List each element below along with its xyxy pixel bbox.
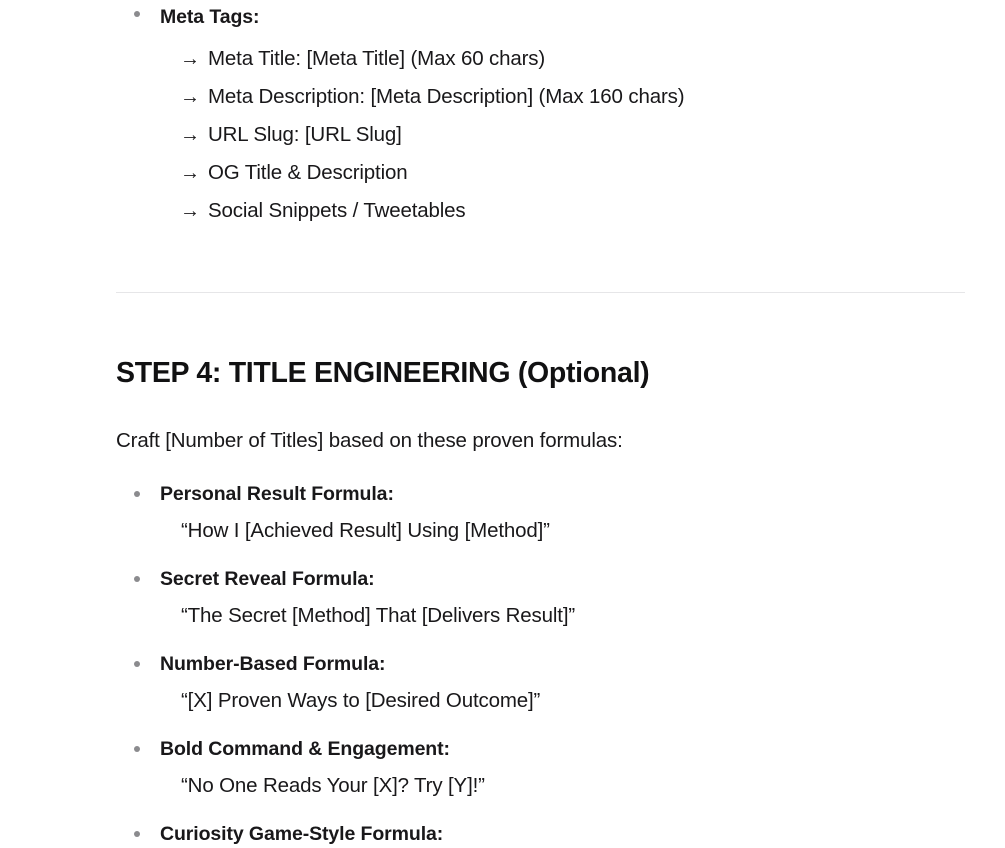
- list-item: [116, 2, 965, 32]
- bullet-dot-icon: [134, 661, 140, 667]
- meta-description-item: Meta Description: [Meta Description] (Max 160 chars): [208, 85, 685, 108]
- formula-name-text: Curiosity Game-Style Formula: [160, 823, 437, 845]
- formula-name-text: Bold Command & Engagement: [160, 738, 444, 760]
- formula-example: “No One Reads Your [X]? Try [Y]!”: [181, 774, 485, 797]
- list-item: [116, 192, 965, 230]
- list-item: [116, 820, 965, 848]
- document-page: [0, 2, 1005, 845]
- formula-name-text: Number-Based Formula: [160, 653, 380, 675]
- formula-colon: :: [368, 568, 375, 590]
- formula-example: “[X] Proven Ways to [Desired Outcome]”: [181, 689, 541, 712]
- formula-name-text: Secret Reveal Formula: [160, 568, 369, 590]
- bullet-dot-icon: [134, 491, 140, 497]
- formula-name: [160, 565, 965, 593]
- meta-tags-label: Meta Tags:: [160, 6, 260, 28]
- formula-colon: :: [387, 483, 394, 505]
- list-item: [116, 40, 965, 78]
- bullet-dot-icon: [134, 576, 140, 582]
- document-content: [0, 2, 1005, 848]
- bullet-dot-icon: [134, 746, 140, 752]
- formula-example: “How I [Achieved Result] Using [Method]”: [181, 519, 550, 542]
- url-slug-item: URL Slug: [URL Slug]: [208, 123, 402, 146]
- formula-colon: :: [443, 738, 450, 760]
- meta-title-item: Meta Title: [Meta Title] (Max 60 chars): [208, 47, 546, 70]
- step4-intro: Craft [Number of Titles] based on these proven formulas:: [116, 429, 623, 452]
- arrow-right-icon: →: [180, 162, 200, 184]
- formula-name-text: Personal Result Formula: [160, 483, 388, 505]
- formula-colon: :: [379, 653, 386, 675]
- list-item: [116, 154, 965, 192]
- list-item: [116, 480, 965, 546]
- arrow-right-icon: →: [180, 86, 200, 108]
- list-item: [116, 565, 965, 631]
- section-divider: [116, 292, 965, 293]
- social-snippets-item: Social Snippets / Tweetables: [208, 199, 466, 222]
- formula-name: [160, 820, 965, 848]
- formula-name: [160, 480, 965, 508]
- arrow-right-icon: →: [180, 124, 200, 146]
- list-item: [116, 78, 965, 116]
- formula-name: [160, 735, 965, 763]
- formula-example: “The Secret [Method] That [Delivers Result]”: [181, 604, 576, 627]
- bullet-dot-icon: [134, 831, 140, 837]
- arrow-right-icon: →: [180, 200, 200, 222]
- formula-name: [160, 650, 965, 678]
- arrow-right-icon: →: [180, 48, 200, 70]
- list-item: [116, 650, 965, 716]
- page-title: STEP 4: TITLE ENGINEERING (Optional): [116, 357, 650, 389]
- formula-colon: :: [436, 823, 444, 845]
- bullet-dot-icon: [134, 11, 140, 17]
- list-item: [116, 116, 965, 154]
- list-item: [116, 735, 965, 801]
- og-title-item: OG Title & Description: [208, 161, 408, 184]
